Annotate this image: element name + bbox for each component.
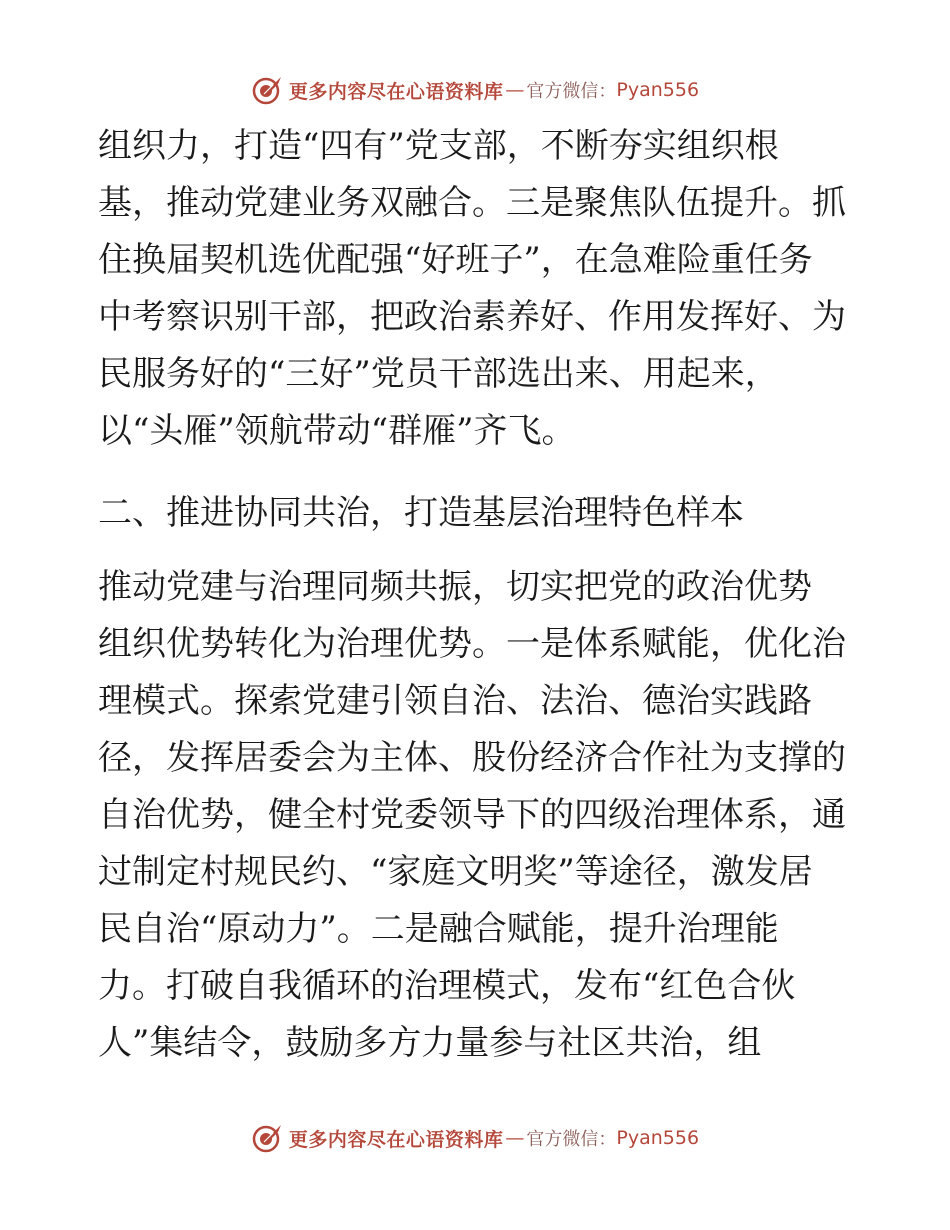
body-line: 人”集结令，鼓励多方力量参与社区共治，组 xyxy=(98,1023,762,1063)
body-line: 民服务好的“三好”党员干部选出来、用起来， xyxy=(98,354,779,394)
body-line: 组织优势转化为治理优势。一是体系赋能，优化治 xyxy=(98,624,846,664)
footer-brand-text: 更多内容尽在心语资料库 xyxy=(288,1128,504,1151)
footer-wechat-label: 官方微信： xyxy=(526,1129,617,1150)
footer-watermark xyxy=(0,1120,950,1156)
body-line: 径，发挥居委会为主体、股份经济合作社为支撑的 xyxy=(98,738,846,778)
body-line: 住换届契机选优配强“好班子”，在急难险重任务 xyxy=(98,240,813,280)
header-wechat-label: 官方微信： xyxy=(526,81,617,102)
body-line: 理模式。探索党建引领自治、法治、德治实践路 xyxy=(98,681,812,721)
body-line: 中考察识别干部，把政治素养好、作用发挥好、为 xyxy=(98,297,846,337)
header-separator: — xyxy=(505,79,525,101)
body-line: 过制定村规民约、“家庭文明奖”等途径，激发居 xyxy=(98,852,813,892)
body-line: 基，推动党建业务双融合。三是聚焦队伍提升。抓 xyxy=(98,183,846,223)
header-brand-text: 更多内容尽在心语资料库 xyxy=(288,80,504,103)
footer-wechat-id: Pyan556 xyxy=(616,1127,700,1149)
footer-separator: — xyxy=(505,1127,525,1149)
quill-logo-icon xyxy=(251,1121,285,1155)
body-line: 组织力，打造“四有”党支部，不断夯实组织根 xyxy=(98,126,779,166)
body-line: 以“头雁”领航带动“群雁”齐飞。 xyxy=(98,411,576,451)
header-watermark xyxy=(0,72,950,108)
body-line: 自治优势，健全村党委领导下的四级治理体系，通 xyxy=(98,795,846,835)
body-line: 民自治“原动力”。二是融合赋能，提升治理能 xyxy=(98,909,779,949)
body-line: 推动党建与治理同频共振，切实把党的政治优势 xyxy=(98,567,812,607)
body-line: 力。打破自我循环的治理模式，发布“红色合伙 xyxy=(98,966,796,1006)
header-wechat-id: Pyan556 xyxy=(616,79,700,101)
quill-logo-icon xyxy=(251,73,285,107)
section-heading: 二、推进协同共治，打造基层治理特色样本 xyxy=(98,493,744,533)
